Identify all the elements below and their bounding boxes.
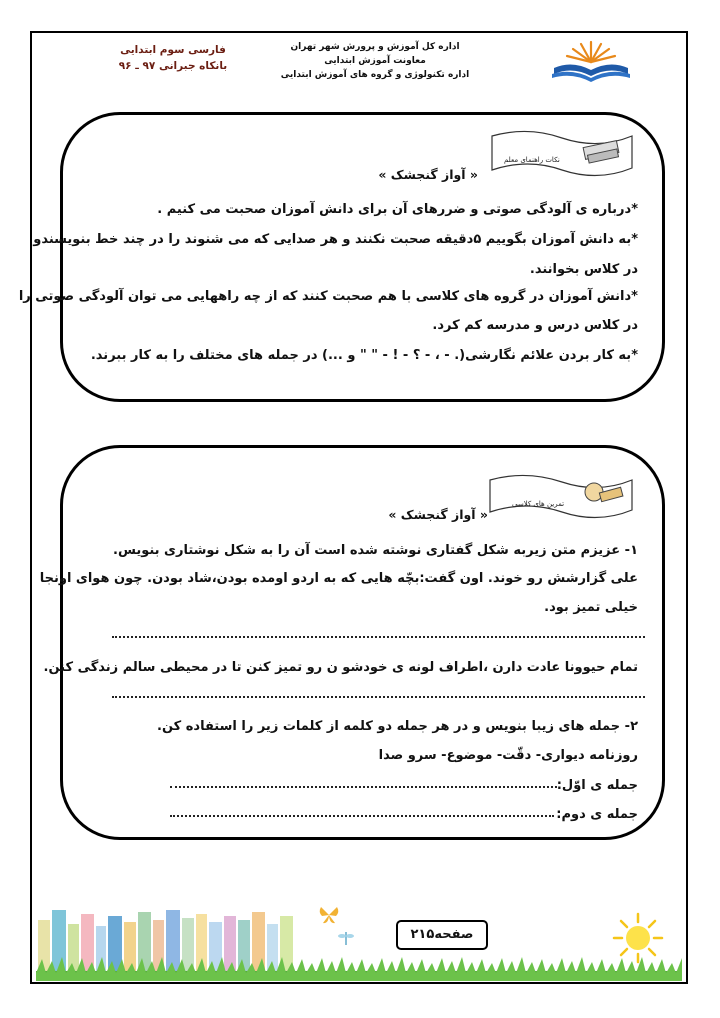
note-line-5: در کلاس درس و مدرسه کم کرد. — [432, 318, 638, 333]
sun-icon — [612, 912, 664, 964]
note-line-6: *به کار بردن علائم نگارشی(. - ، - ؟ - ! - " " و ...) در جمله های مختلف را به کار ببرند. — [90, 348, 638, 363]
header-organization — [270, 40, 480, 82]
question-1-text-line-1: علی گزارشش رو خوند. اون گفت:بچّه هایی که به اردو اومده بودن،شاد بودن. چون هوای اونجا — [39, 571, 638, 586]
class-exercises-banner-icon — [486, 470, 636, 522]
dragonfly-icon — [338, 930, 354, 946]
question-1-text-2: تمام حیوونا عادت دارن ،اطراف لونه ی خودشو ن رو تمیز کنن تا در محیطی سالم زندگی کنن. — [43, 660, 638, 675]
answer-line-1[interactable] — [112, 636, 645, 638]
grass-strip-icon — [36, 955, 682, 981]
question-1-text-line-2: خیلی تمیز بود. — [544, 600, 638, 615]
teacher-notes-banner-icon — [488, 128, 636, 180]
sentence-1-label: جمله ی اوّل: — [556, 778, 638, 793]
book-sun-logo-icon — [548, 38, 634, 84]
sentence-1-answer-line[interactable] — [170, 786, 557, 788]
question-1: ۱- عزیزم متن زیربه شکل گفتاری نوشته شده است آن را به شکل نوشتاری بنویس. — [113, 543, 638, 558]
note-line-1: *درباره ی آلودگی صوتی و ضررهای آن برای دانش آموزان صحبت می کنیم . — [157, 202, 638, 217]
page-number: صفحه۲۱۵ — [396, 920, 488, 950]
class-exercises-label: تمرین های کلاسی — [512, 500, 565, 508]
teacher-notes-label: نکات راهنمای معلم — [504, 156, 560, 164]
question-2: ۲- جمله های زیبا بنویس و در هر جمله دو کلمه از کلمات زیر را استفاده کن. — [157, 719, 638, 734]
sentence-2-label: جمله ی دوم: — [556, 807, 638, 822]
course-subtitle: بانکاه جبرانی ۹۷ ـ ۹۶ — [118, 60, 228, 72]
section2-subtitle: « آواز گنجشک » — [388, 507, 488, 522]
section1-subtitle: « آواز گنجشک » — [378, 167, 478, 182]
header-course-info — [98, 42, 248, 74]
butterfly-icon — [318, 904, 340, 926]
question-2-words: روزنامه دیواری- دقّت- موضوع- سرو صدا — [378, 748, 638, 763]
org-line-1: اداره کل آموزش و پرورش شهر تهران — [290, 42, 460, 52]
sentence-2-answer-line[interactable] — [170, 815, 554, 817]
answer-line-2[interactable] — [112, 696, 645, 698]
org-line-3: اداره تکنولوژی و گروه های آموزش ابتدایی — [280, 70, 470, 80]
note-line-4: *دانش آموزان در گروه های کلاسی با هم صحبت کنند که از چه راههایی می توان آلودگی صوتی را — [18, 289, 638, 304]
course-title: فارسی سوم ابتدایی — [120, 44, 226, 56]
org-line-2: معاونت آموزش ابتدایی — [324, 56, 426, 66]
note-line-2: *به دانش آموزان بگوییم ۵دقیقه صحبت نکنند و هر صدایی که می شنوند را در چند خط بنویسندو — [33, 232, 638, 247]
note-line-3: در کلاس بخوانند. — [529, 262, 638, 277]
